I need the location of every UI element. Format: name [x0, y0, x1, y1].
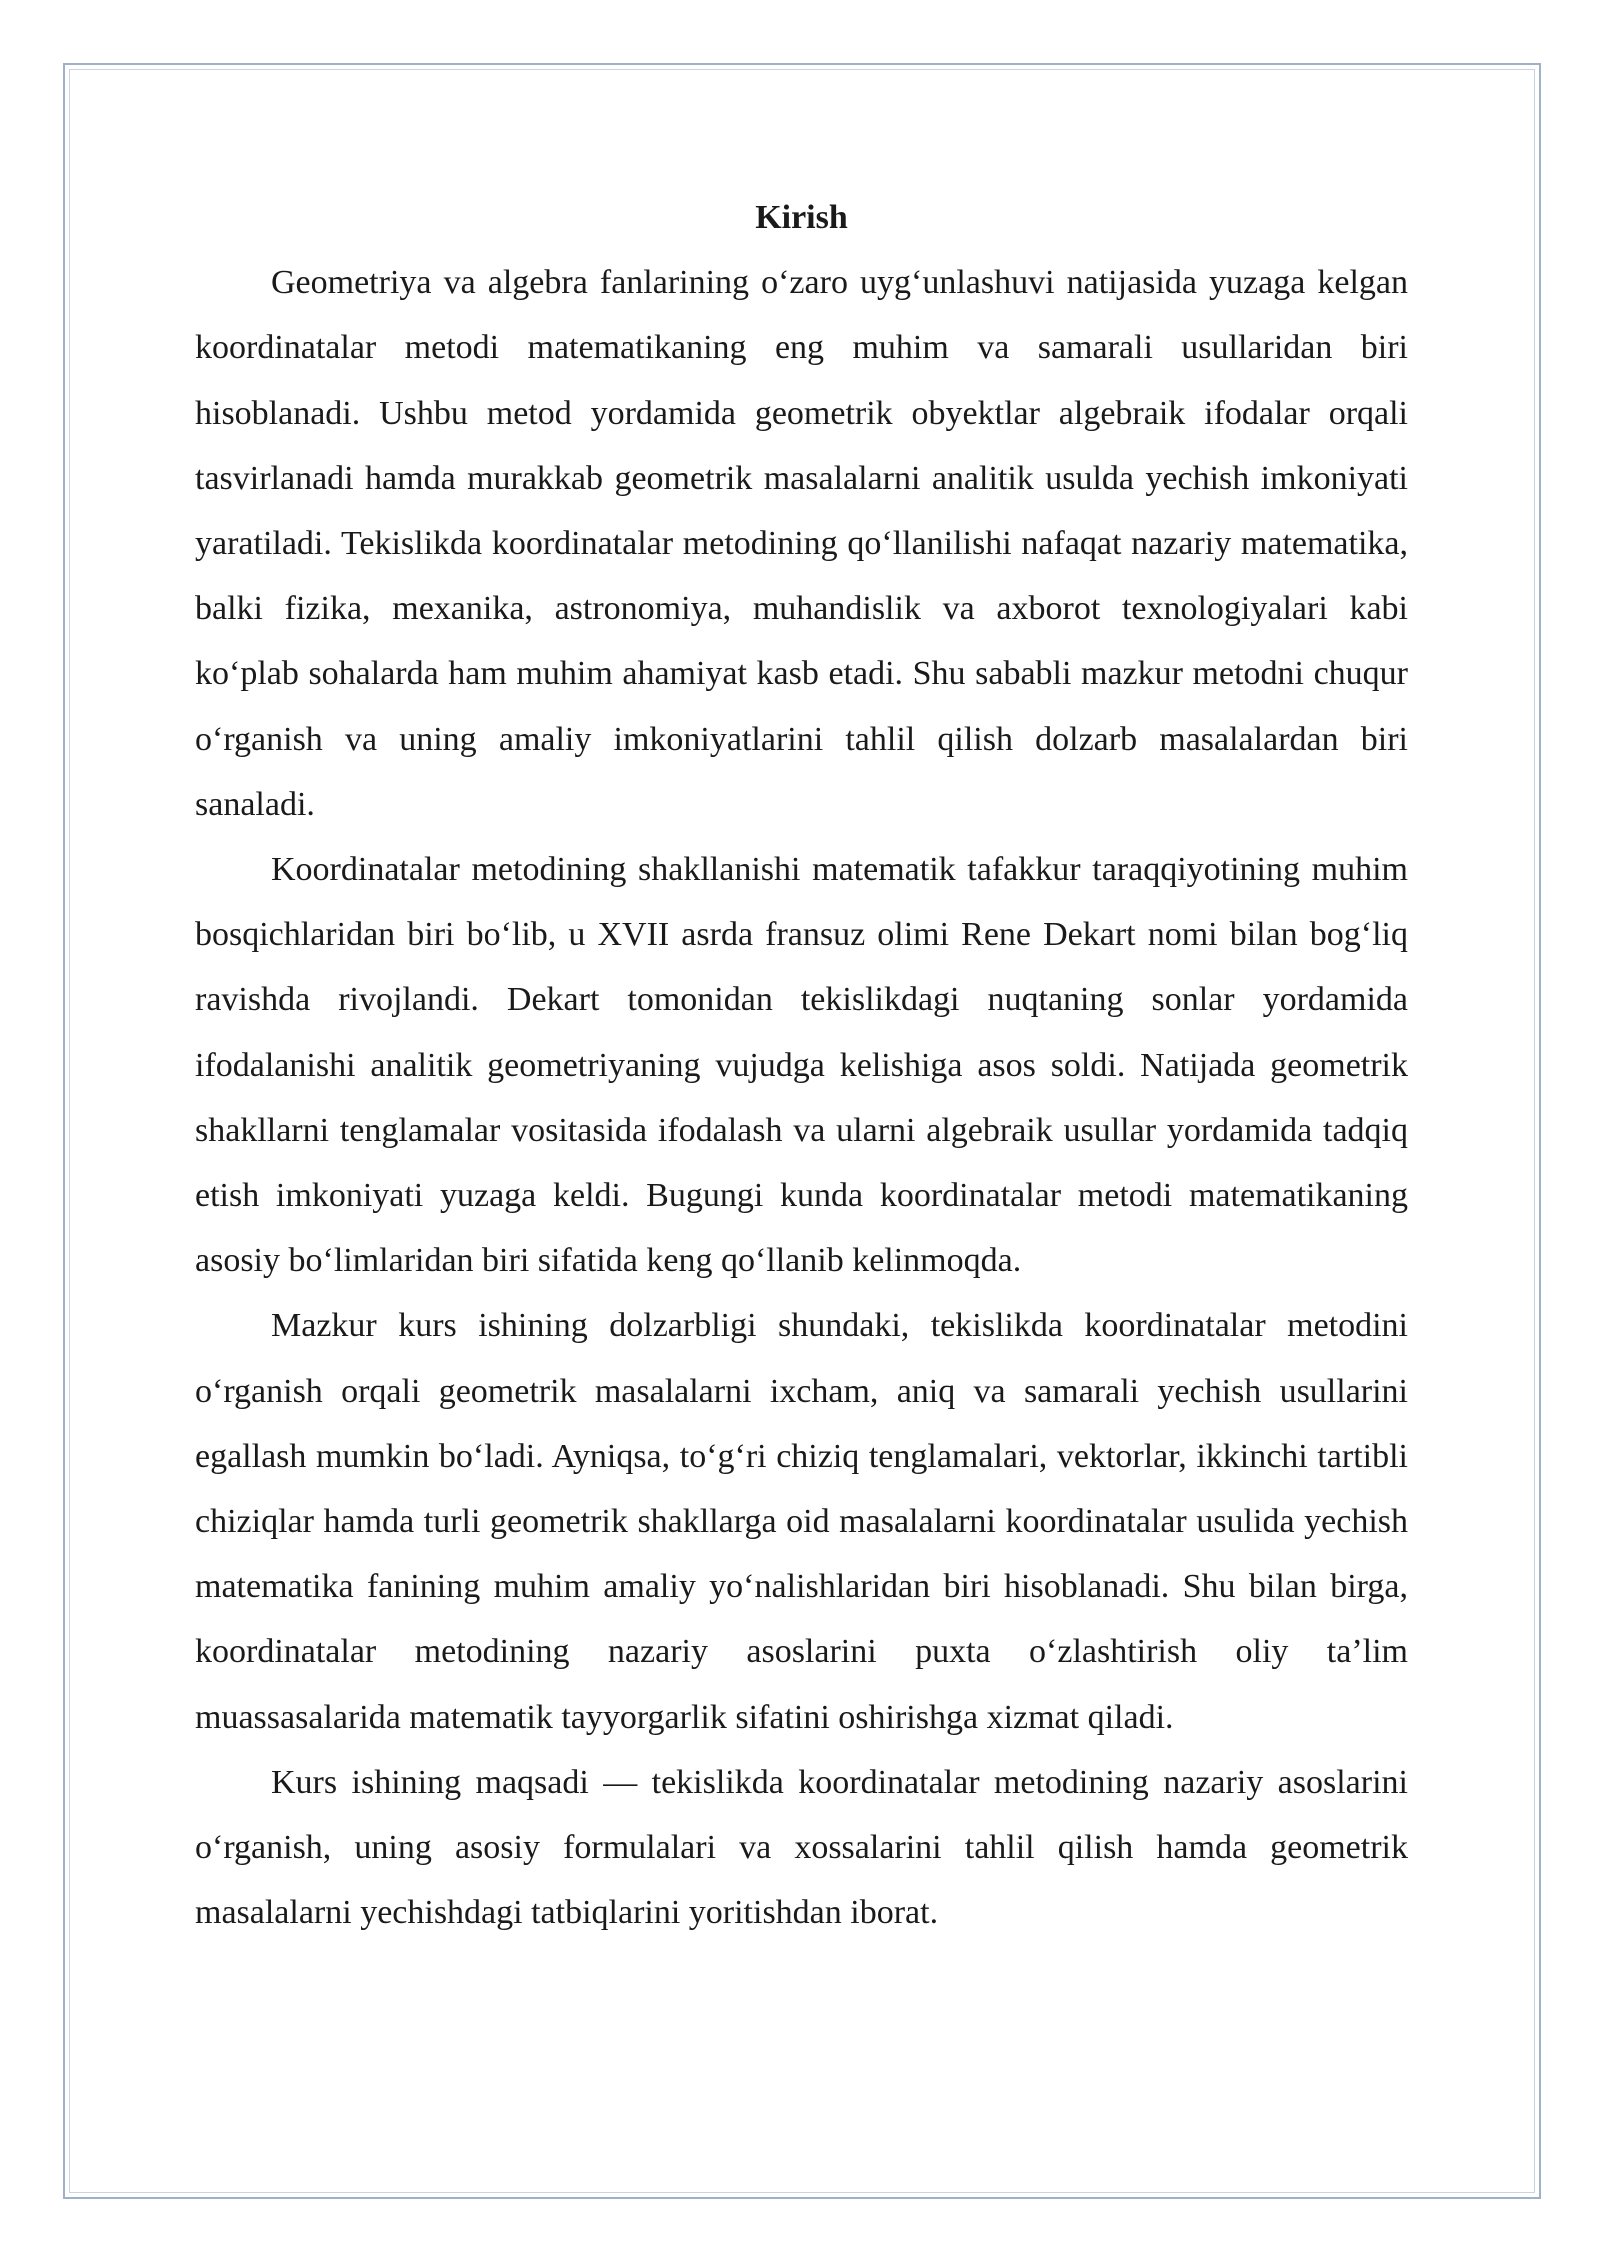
- section-title: Kirish: [755, 199, 848, 236]
- document-body: [195, 185, 1408, 1945]
- paragraph-4: Kurs ishining maqsadi — tekislikda koordinatalar metodining nazariy asoslarini o‘rganish, uning asosiy formulalari va xossalarini tahlil qilish hamda geometrik masalalarni yechishdagi tatbiqlarini yoritishdan iborat.: [195, 1763, 1408, 1932]
- paragraph-2: Koordinatalar metodining shakllanishi matematik tafakkur taraqqiyotining muhim bosqichlaridan biri bo‘lib, u XVII asrda fransuz olimi Rene Dekart nomi bilan bog‘liq ravishda rivojlandi. Dekart tomonidan tekislikdagi nuqtaning sonlar yordamida ifodalanishi analitik geometriyaning vujudga kelishiga asos soldi. Natijada geometrik shakllarni tenglamalar vositasida ifodalash va ularni algebraik usullar yordamida tadqiq etish imkoniyati yuzaga keldi. Bugungi kunda koordinatalar metodi matematikaning asosiy bo‘limlaridan biri sifatida keng qo‘llanib kelinmoqda.: [195, 851, 1408, 1280]
- paragraph-3: Mazkur kurs ishining dolzarbligi shundaki, tekislikda koordinatalar metodini o‘rganish orqali geometrik masalalarni ixcham, aniq va samarali yechish usullarini egallash mumkin bo‘ladi. Ayniqsa, to‘g‘ri chiziq tenglamalari, vektorlar, ikkinchi tartibli chiziqlar hamda turli geometrik shakllarga oid masalalarni koordinatalar usulida yechish matematika fanining muhim amaliy yo‘nalishlaridan biri hisoblanadi. Shu bilan birga, koordinatalar metodining nazariy asoslarini puxta o‘zlashtirish oliy ta’lim muassasalarida matematik tayyorgarlik sifatini oshirishga xizmat qiladi.: [195, 1307, 1408, 1736]
- paragraph-1: Geometriya va algebra fanlarining o‘zaro uyg‘unlashuvi natijasida yuzaga kelgan koordinatalar metodi matematikaning eng muhim va samarali usullaridan biri hisoblanadi. Ushbu metod yordamida geometrik obyektlar algebraik ifodalar orqali tasvirlanadi hamda murakkab geometrik masalalarni analitik usulda yechish imkoniyati yaratiladi. Tekislikda koordinatalar metodining qo‘llanilishi nafaqat nazariy matematika, balki fizika, mexanika, astronomiya, muhandislik va axborot texnologiyalari kabi ko‘plab sohalarda ham muhim ahamiyat kasb etadi. Shu sababli mazkur metodni chuqur o‘rganish va uning amaliy imkoniyatlarini tahlil qilish dolzarb masalalardan biri sanaladi.: [195, 264, 1408, 823]
